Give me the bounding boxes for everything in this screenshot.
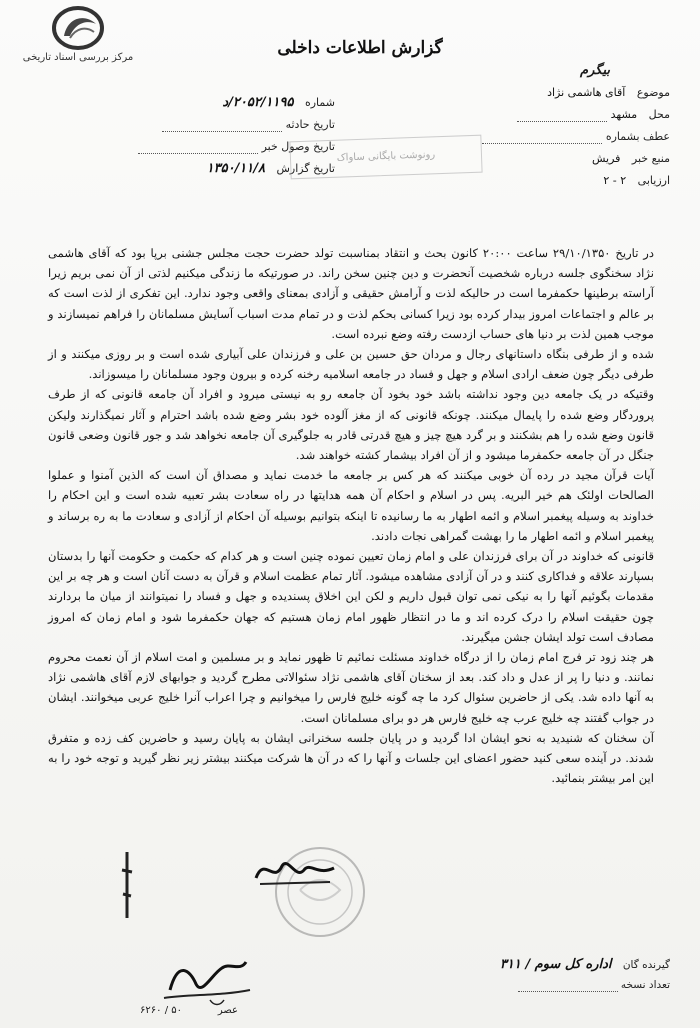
number-row — [95, 92, 335, 114]
number-value: ۲۰۵۲/۱۱۹۵/د — [222, 95, 294, 110]
source-label: منبع خبر — [631, 152, 670, 165]
place-label: محل — [648, 108, 670, 121]
reporter-signature-icon — [150, 950, 260, 1010]
body-paragraph: شده و از طرفی بنگاه داستانهای رجال و مردان حق حسین بن علی و فرزندان علی آبیاری شده است و بر روزی میکنند و از طرفی دیگر چون ضعف ارادی اسلام و جهل و فساد در جامعه اسلامیه رخنه کرده و بیرون وجود مسلمانان را میسوزاند. — [48, 347, 654, 382]
archive-logo-icon — [50, 6, 106, 50]
body-paragraph: در تاریخ ۲۹/۱۰/۱۳۵۰ ساعت ۲۰:۰۰ کانون بحث و انتقاد بمناسبت تولد حضرت حجت مجلس جشنی برپا بود که آقای هاشمی نژاد سخنگوی جلسه درباره شخصیت آنحضرت و دین چنین سخن راند. در صورتیکه ما زندگی میکنیم لذتی از آن نمی بریم زیرا آراسته برطینها حکمفرما است در حالیکه لذت و آرامش حقیقی و آزادی بمعنای واقعی وجود ندارد. این تفکری از لذت است که بر عالم و اجتماعات امروز بیدار کرده بود زیرا کسانی بحکم لذت و در تمام مدت اسباب آسایش مسلمانان را فراهم نمیسازند و موجب همین لذت بر دنیا های حساب ازدست رفته وضع نبرده است. — [48, 246, 655, 341]
archive-logo — [8, 6, 148, 66]
subject-label: موضوع — [636, 86, 670, 99]
copies-label: تعداد نسخه — [620, 979, 670, 991]
body-paragraph: قانونی که خداوند در آن برای فرزندان علی و امام زمان تعیین نموده چنین است و هر کدام که حکمت و حکومت آنها را بدستان بسپارند علاقه و فداکاری کنند و در آن آزادی مشاهده میشود. آثار تمام عظمت اسلام و قرآن به دست آنان است و هر چه بر این مقدمات بگوئیم آنها را به نیکی نمی توان قبول داریم و لکن این اخلاق پسندیده و جهل و فساد را نمیتوانند از میان ما بردارند چون حقیقت اسلام را درک کرده اند و ما در انتظار ظهور امام زمان هستیم که جهان حکمفرما شود و امام زمان که امروز مصادف است تولد ایشان جشن میگیرند. — [48, 549, 654, 644]
document-title: گزارش اطلاعات داخلی — [277, 38, 443, 58]
report-date-value: ۱۳۵۰/۱۱/۸ — [206, 161, 265, 176]
body-paragraph: آیات قرآن مجید در رده آن خوبی میکنند که هر کس بر جامعه ما خدمت نماید و مصداق آن است که الذین آمنوا و عملوا الصالحات اولئک هم خیر البریه. پس در اسلام و احکام آن همه هدایتها در راه سعادت بشر تعبیه شده است و این احکام را خداوند به وسیله پیغمبر اسلام و ائمه اطهار به ما رسانیده تا اینکه بتوانیم بوسیله آن احکام از آزادی و سعادت ما به ره برساند و پیغمبر اسلام و ائمه اطهار ما را بهشت گمراهی نجات دادند. — [48, 468, 654, 543]
copies-row — [390, 975, 670, 995]
body-paragraph: آن سخنان که شنیدید به نحو ایشان ادا گردید و در پایان جلسه سخنرانی ایشان به پایان رسید و حاضرین کف زده و متفرق شدند. در آینده سعی کنید حضور اعضای این جلسات و آنها را که در آن ها شرکت میکنند بیشتر زیر نظر گیرید و توجه خود را به این امر بیشتر بنمائید. — [48, 730, 654, 786]
place-row — [360, 104, 670, 126]
report-date-label: تاریخ گزارش — [276, 162, 335, 175]
event-date-row — [95, 114, 335, 136]
recipients-row — [390, 955, 670, 975]
ref-label: عطف بشماره — [605, 130, 670, 143]
source-value: فریش — [592, 152, 621, 165]
report-body — [48, 243, 654, 788]
confidential-mark: بیگرم — [580, 63, 610, 78]
recipients-label: گیرنده گان — [622, 959, 670, 971]
received-date-label: تاریخ وصول خبر — [261, 140, 335, 153]
footer-file-number: ۵۰ / ۶۲۶۰ — [140, 1005, 182, 1016]
margin-mark-icon — [118, 850, 136, 920]
recipients-value: اداره کل سوم / ۳۱۱ — [499, 957, 612, 972]
footer-recipients — [390, 955, 670, 995]
body-paragraph: هر چند زود تر فرج امام زمان را از درگاه خداوند مسئلت نمائیم تا ظهور نماید و بر مسلمین و امت اسلام از آن نعمت محروم نمانند. و دنیا را پر از عدل و داد کند. بعد از سخنان آقای هاشمی نژاد سئوالاتی مطرح گردید و جوابهای لازم آقای هاشمی نژاد به آنها داده شد. یکی از حاضرین سئوال کرد ما چه گونه خلیج فارس را میخوانیم و چرا اعراب آنرا خلیج عربی میخوانند. ایشان در جواب گفتند چه خلیج عرب چه خلیج فارس هر دو برای مسلمانان است. — [48, 650, 654, 725]
archive-stamp: رونوشت بایگانی ساواک — [289, 135, 482, 180]
subject-row — [360, 82, 670, 104]
footer-center-note: عصر — [217, 1005, 238, 1016]
event-date-label: تاریخ حادثه — [285, 118, 335, 131]
body-paragraph: وقتیکه در یک جامعه دین وجود نداشته باشد خود بخود آن جامعه رو به نیستی میرود و افراد آن جامعه قانونی که از طرف پروردگار وضع شده را پایمال میکنند. چونکه قانونی که از مغز آلوده خود بشر وضع شده باشد احترام و آثار نمیگذارند ولیکن قانون وضع شده را هم بشکنند و بر گرد هیچ چیز و هیچ قدرتی قادر به جلوگیری آن جامعه نخواهد شد و جور قانون وضعی قانون جنگل در آن جامعه حکمفرما میشود و از آن افراد بیشمار کشته خواهند شد. — [48, 387, 654, 463]
subject-value: آقای هاشمی نژاد — [547, 86, 626, 99]
number-label: شماره — [304, 96, 335, 109]
grade-label: ارزیابی — [637, 174, 670, 187]
grade-value: ۲ - ۲ — [603, 174, 627, 187]
signature-icon — [250, 850, 340, 890]
place-value: مشهد — [610, 108, 638, 121]
archive-name: مرکز بررسی اسناد تاریخی — [22, 52, 134, 63]
